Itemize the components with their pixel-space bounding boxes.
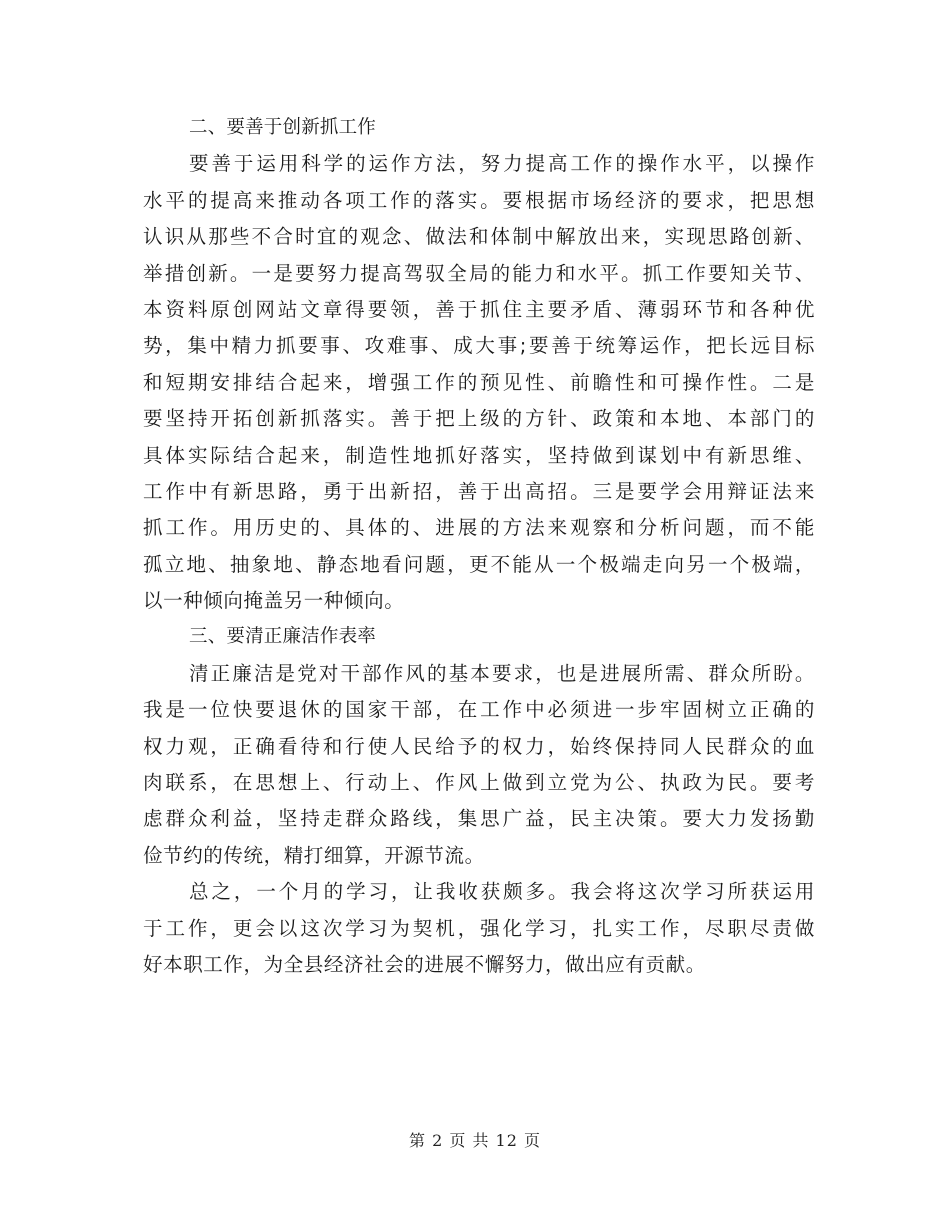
paragraph-line: 工作中有新思路，勇于出新招，善于出高招。三是要学会用辩证法来 [143, 479, 815, 503]
paragraph-line: 抓工作。用历史的、具体的、进展的方法来观察和分析问题，而不能 [143, 516, 815, 540]
paragraph-line: 肉联系，在思想上、行动上、作风上做到立党为公、执政为民。要考 [143, 771, 815, 795]
paragraph-line: 水平的提高来推动各项工作的落实。要根据市场经济的要求，把思想 [143, 188, 815, 212]
paragraph-line: 俭节约的传统，精打细算，开源节流。 [143, 843, 485, 867]
paragraph-line: 孤立地、抽象地、静态地看问题，更不能从一个极端走向另一个极端， [143, 552, 815, 576]
paragraph-line: 虑群众利益，坚持走群众路线，集思广益，民主决策。要大力发扬勤 [143, 807, 815, 831]
paragraph-line: 于工作，更会以这次学习为契机，强化学习，扎实工作，尽职尽责做 [143, 916, 815, 940]
paragraph-line: 势，集中精力抓要事、攻难事、成大事;要善于统筹运作，把长远目标 [143, 334, 815, 358]
paragraph-line: 要善于运用科学的运作方法，努力提高工作的操作水平，以操作 [189, 152, 815, 176]
section-heading: 二、要善于创新抓工作 [189, 117, 377, 138]
paragraph-line: 要坚持开拓创新抓落实。善于把上级的方针、政策和本地、本部门的 [143, 407, 815, 431]
paragraph-line: 权力观，正确看待和行使人民给予的权力，始终保持同人民群众的血 [143, 734, 815, 758]
document-body [143, 110, 815, 983]
paragraph-line: 我是一位快要退休的国家干部，在工作中必须进一步牢固树立正确的 [143, 698, 815, 722]
paragraph-line: 本资料原创网站文章得要领，善于抓住主要矛盾、薄弱环节和各种优 [143, 297, 815, 321]
paragraph-line: 以一种倾向掩盖另一种倾向。 [143, 589, 405, 613]
section-heading: 三、要清正廉洁作表率 [189, 626, 377, 648]
paragraph-line: 和短期安排结合起来，增强工作的预见性、前瞻性和可操作性。二是 [143, 370, 815, 394]
paragraph-line: 总之，一个月的学习，让我收获颇多。我会将这次学习所获运用 [189, 880, 815, 904]
page-number-footer: 第 2 页 共 12 页 [409, 1131, 541, 1150]
paragraph-line: 好本职工作，为全县经济社会的进展不懈努力，做出应有贡献。 [143, 952, 706, 976]
paragraph-line: 具体实际结合起来，制造性地抓好落实，坚持做到谋划中有新思维、 [143, 443, 815, 467]
paragraph-line: 清正廉洁是党对干部作风的基本要求，也是进展所需、群众所盼。 [189, 661, 815, 685]
paragraph-line: 举措创新。一是要努力提高驾驭全局的能力和水平。抓工作要知关节、 [143, 261, 815, 285]
paragraph-line: 认识从那些不合时宜的观念、做法和体制中解放出来，实现思路创新、 [143, 225, 815, 249]
